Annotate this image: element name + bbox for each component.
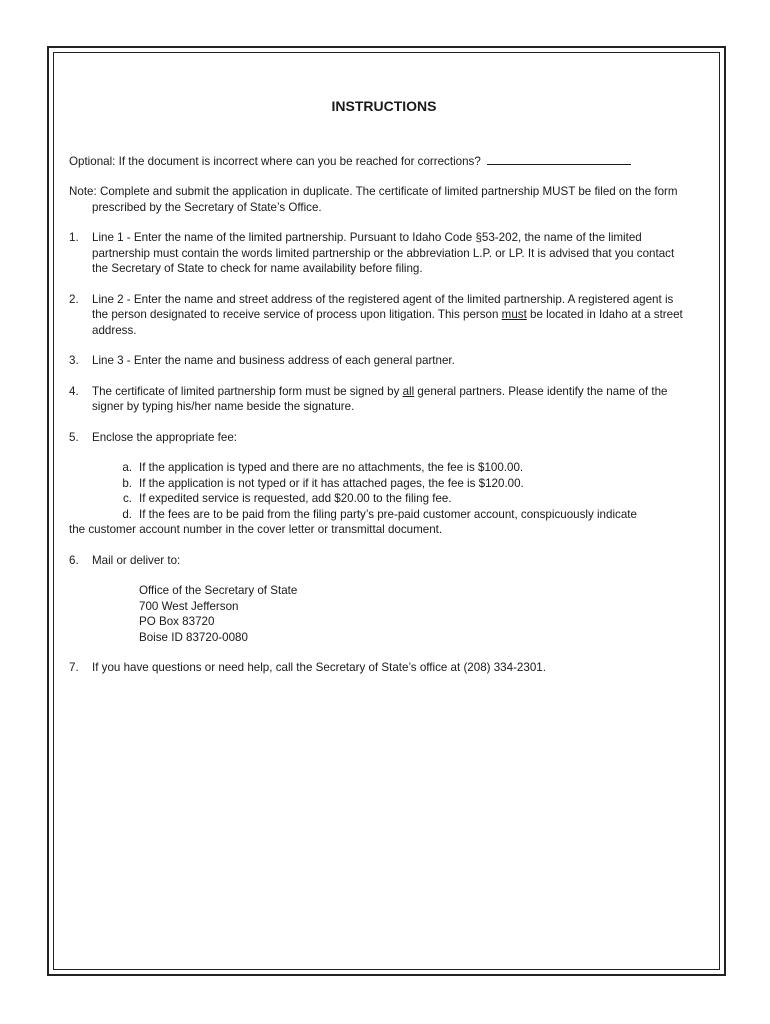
note-paragraph <box>69 184 689 215</box>
page-title: INSTRUCTIONS <box>331 98 437 114</box>
instruction-item-4 <box>69 384 689 415</box>
item-text: If you have questions or need help, call the Secretary of State’s office at (208) 334-2301. <box>92 661 546 674</box>
item-text <box>92 384 689 415</box>
fee-subitem-b <box>69 476 689 492</box>
note-label: Note: <box>69 185 97 198</box>
item-emphasis: must <box>501 308 527 321</box>
item-number: 3. <box>69 354 79 367</box>
item-text: Enclose the appropriate fee: <box>92 430 238 444</box>
address-line: Office of the Secretary of State <box>139 584 298 597</box>
subitem-text: If the application is typed and there are no attachments, the fee is $100.00. <box>139 461 524 474</box>
item-number: 2. <box>69 292 79 306</box>
item-number: 5. <box>69 430 79 444</box>
item-text <box>92 292 689 339</box>
item-text: Line 3 - Enter the name and business address of each general partner. <box>92 354 455 367</box>
item-number: 6. <box>69 553 79 567</box>
item-number: 1. <box>69 231 79 244</box>
item-emphasis: all <box>402 384 415 398</box>
item-text-before: Line 2 - Enter the name and street address of the registered agent of the limited partnership. A registered agent is the person designated to receive service of process upon litigation. This person <box>92 292 674 321</box>
item-text-after: general partners. Please identify the name of the signer by typing his/her name beside the signature. <box>92 384 668 413</box>
note-text: Complete and submit the application in duplicate. The certificate of limited partnership MUST be filed on the form prescribed by the Secretary of State’s Office. <box>92 185 678 214</box>
mailing-address <box>139 583 689 645</box>
address-line: 700 West Jefferson <box>139 599 239 613</box>
corrections-contact-blank[interactable] <box>487 154 631 165</box>
fee-subitem-a <box>69 460 689 476</box>
subitem-text: If the fees are to be paid from the filing party’s pre-paid customer account, conspicuously indicate <box>139 507 637 521</box>
instruction-item-3 <box>69 353 689 369</box>
subitem-letter: d. <box>122 507 132 521</box>
optional-label: Optional: If the document is incorrect where can you be reached for corrections? <box>69 154 481 168</box>
subitem-letter: a. <box>122 461 132 474</box>
item-body <box>69 430 689 538</box>
optional-corrections-line <box>69 154 689 170</box>
fee-subitem-continuation: the customer account number in the cover letter or transmittal document. <box>69 523 443 536</box>
address-line: PO Box 83720 <box>139 615 215 628</box>
fee-subitem-d <box>69 507 689 523</box>
item-text: Mail or deliver to: <box>92 553 181 567</box>
instruction-item-2 <box>69 292 689 339</box>
subitem-text: If the application is not typed or if it has attached pages, the fee is $120.00. <box>139 476 524 490</box>
item-body <box>92 553 689 646</box>
address-line: Boise ID 83720-0080 <box>139 630 248 644</box>
fee-subitem-c <box>69 491 689 507</box>
instruction-item-1 <box>69 230 689 277</box>
item-text: Line 1 - Enter the name of the limited partnership. Pursuant to Idaho Code §53-202, the name of the limited partnership must contain the words limited partnership or the abbreviation L.P. or LP. It is advised that you contact the Secretary of State to check for name availability before filing. <box>92 231 675 275</box>
item-text-after: be located in Idaho at a street address. <box>92 308 683 337</box>
item-text-before: The certificate of limited partnership form must be signed by <box>92 384 403 398</box>
subitem-letter: b. <box>122 476 132 490</box>
instruction-item-6 <box>69 553 689 646</box>
fee-subitems <box>69 460 689 538</box>
subitem-letter: c. <box>122 492 132 505</box>
instruction-item-7 <box>69 660 689 676</box>
subitem-text: If expedited service is requested, add $20.00 to the filing fee. <box>139 492 452 505</box>
instruction-item-5 <box>69 430 689 538</box>
item-number: 4. <box>69 384 79 398</box>
item-number: 7. <box>69 661 79 674</box>
instructions-content <box>69 99 689 691</box>
